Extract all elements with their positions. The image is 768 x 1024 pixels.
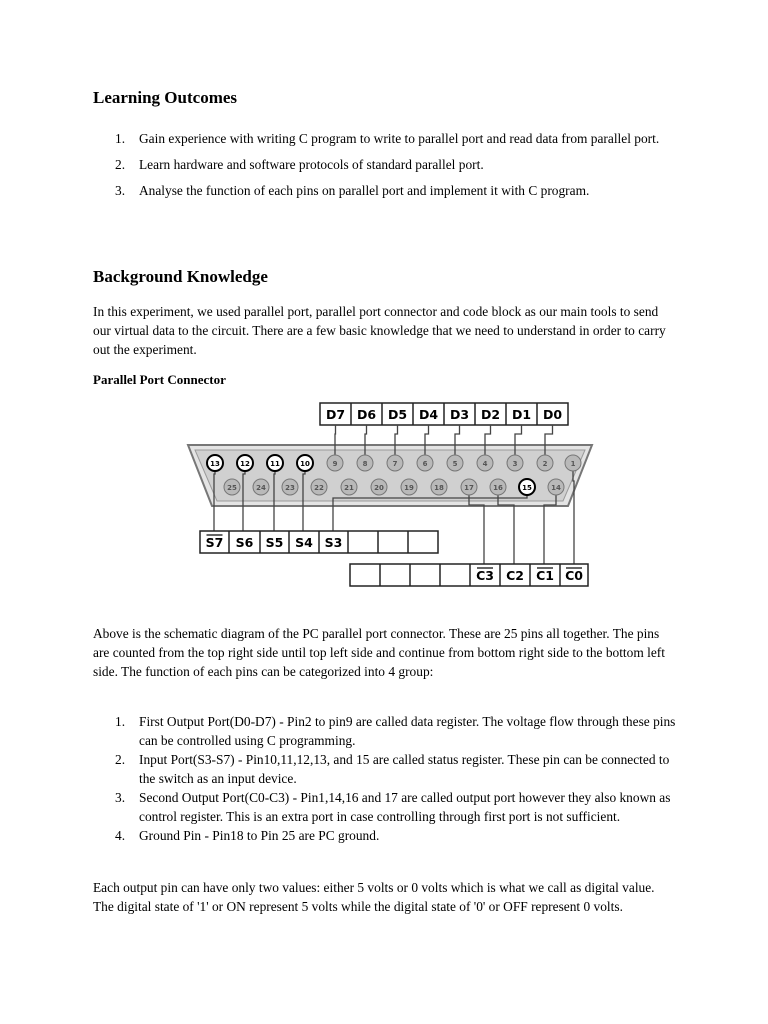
control-wire	[469, 494, 484, 564]
pin-functions-list	[93, 712, 683, 845]
control-wire	[498, 494, 514, 564]
pin-number: 17	[464, 484, 474, 492]
control-wire	[544, 494, 556, 564]
pin-number: 8	[362, 460, 368, 468]
list-item	[93, 788, 683, 826]
list-number: 3.	[115, 790, 126, 805]
pin-number: 11	[270, 460, 280, 468]
control-label: C1	[536, 568, 554, 583]
list-text: Input Port(S3-S7) - Pin10,11,12,13, and 15 are called status register. These pin can be connected to the switch as an input device.	[139, 752, 670, 786]
intro-paragraph: In this experiment, we used parallel port, parallel port connector and code block as our main tools to send our virtual data to the circuit. There are a few basic knowledge that we need to understand in order to carry out the experiment.	[93, 304, 666, 357]
pin-number: 1	[570, 460, 576, 468]
list-number: 1.	[115, 131, 126, 146]
pin-number: 4	[482, 460, 488, 468]
pin-number: 5	[452, 460, 458, 468]
pin-number: 13	[210, 460, 220, 468]
list-text: First Output Port(D0-D7) - Pin2 to pin9 are called data register. The voltage flow through these pins can be controlled using C programming.	[139, 714, 676, 748]
list-number: 2.	[115, 157, 126, 172]
status-label: S6	[235, 535, 254, 550]
pin-number: 14	[551, 484, 561, 492]
control-label: C3	[476, 568, 494, 583]
data-label: D3	[449, 407, 470, 422]
background-knowledge-heading: Background Knowledge	[93, 267, 268, 286]
data-wire	[335, 425, 336, 456]
pin-number: 19	[404, 484, 414, 492]
pin-number: 9	[332, 460, 338, 468]
data-label: D6	[356, 407, 377, 422]
description-paragraph: Above is the schematic diagram of the PC parallel port connector. These are 25 pins all together. The pins are counted from the top right side until top left side and continue from bottom right side to the bottom left side. The function of each pins can be categorized into 4 group:	[93, 626, 665, 679]
pin-number: 25	[227, 484, 237, 492]
pin-number: 22	[314, 484, 324, 492]
list-number: 2.	[115, 752, 126, 767]
data-label: D1	[511, 407, 532, 422]
pin-number: 23	[285, 484, 295, 492]
data-label: D5	[387, 407, 408, 422]
data-label: D7	[325, 407, 346, 422]
control-label: C0	[565, 568, 583, 583]
list-text: Ground Pin - Pin18 to Pin 25 are PC ground.	[139, 828, 380, 843]
control-label: C2	[506, 568, 524, 583]
data-label: D0	[542, 407, 563, 422]
pin-number: 6	[422, 460, 428, 468]
list-item	[93, 750, 683, 788]
list-number: 3.	[115, 183, 126, 198]
parallel-port-diagram	[180, 400, 600, 592]
list-item	[93, 152, 693, 178]
pin-number: 2	[542, 460, 548, 468]
list-text: Learn hardware and software protocols of standard parallel port.	[139, 157, 484, 172]
pin-number: 10	[300, 460, 310, 468]
data-label: D4	[418, 407, 439, 422]
pin-number: 18	[434, 484, 444, 492]
list-text: Gain experience with writing C program to write to parallel port and read data from parallel port.	[139, 131, 660, 146]
list-text: Analyse the function of each pins on parallel port and implement it with C program.	[139, 183, 590, 198]
list-text: Second Output Port(C0-C3) - Pin1,14,16 and 17 are called output port however they also known as control register. This is an extra port in case controlling through first port is not sufficient.	[139, 790, 671, 824]
list-item	[93, 712, 683, 750]
learning-outcomes-heading: Learning Outcomes	[93, 88, 238, 107]
pin-number: 21	[344, 484, 354, 492]
list-number: 1.	[115, 714, 126, 729]
status-label: S4	[295, 535, 313, 550]
pin-number: 20	[374, 484, 384, 492]
connector-subheading: Parallel Port Connector	[93, 372, 226, 387]
pin-number: 3	[512, 460, 518, 468]
pin-number: 16	[493, 484, 503, 492]
pin-number: 12	[240, 460, 250, 468]
list-item	[93, 826, 683, 845]
status-label: S7	[205, 535, 224, 550]
data-label: D2	[480, 407, 501, 422]
list-number: 4.	[115, 828, 126, 843]
list-item	[93, 126, 693, 152]
status-label: S3	[324, 535, 343, 550]
status-label: S5	[265, 535, 284, 550]
pin-number: 7	[392, 460, 398, 468]
pin-number: 24	[256, 484, 266, 492]
closing-paragraph: Each output pin can have only two values: either 5 volts or 0 volts which is what we call as digital value. The digital state of '1' or ON represent 5 volts while the digital state of '0' or OFF represent 0 volts.	[93, 880, 655, 914]
learning-outcomes-list	[93, 126, 693, 204]
pin-number: 15	[522, 484, 532, 492]
list-item	[93, 178, 693, 204]
